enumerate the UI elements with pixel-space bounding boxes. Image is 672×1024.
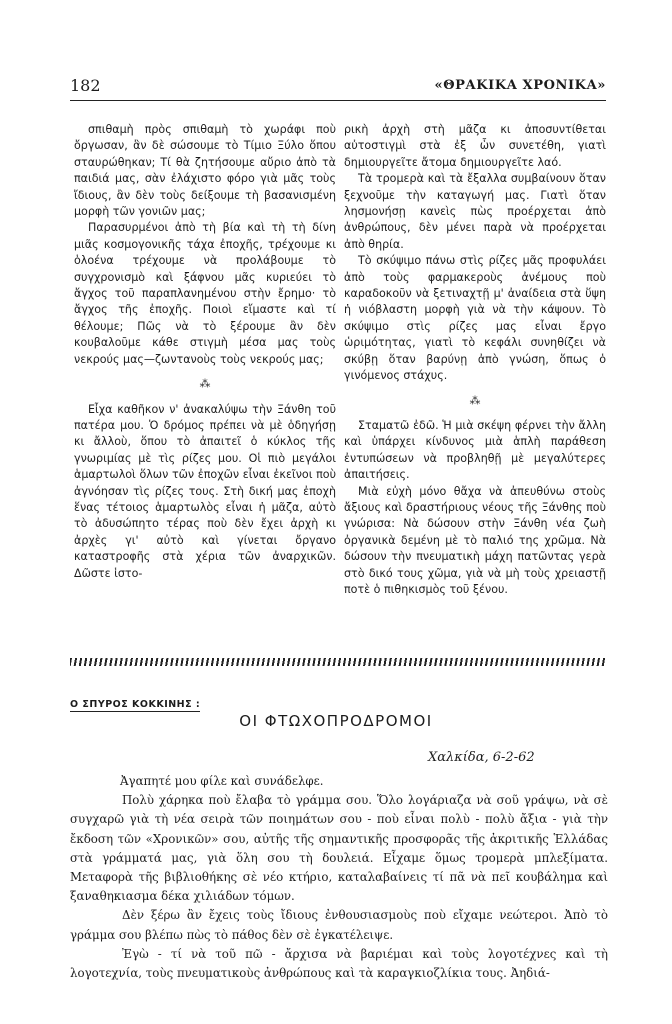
right-paragraph-4: Σταματῶ ἐδῶ. Ἡ μιὰ σκέψη φέρνει τὴν ἄλλη καὶ ὑπάρχει κίνδυνος μιὰ ἁπλὴ παράθεση ἐντυπώσεων νὰ προβληθῇ μὲ μεγαλύτερες ἀπαιτήσεις. [344, 418, 606, 482]
letter-dateline: Χαλκίδα, 6-2-62 [428, 750, 535, 765]
left-paragraph-3: Εἶχα καθῆκον ν' ἀνακαλύψω τὴν Ξάνθη τοῦ πατέρα μου. Ὁ δρόμος πρέπει νὰ μὲ ὁδηγήσῃ κι ἄλλοὺ, ὅπου τὸ ἀπαιτεῖ ὁ κύκλος τῆς γνωριμίας μὲ τὶς ρίζες μου. Οἱ πιὸ μεγάλοι ἁμαρτωλοὶ ὅλων τῶν ἐποχῶν εἶναι ἐκεῖνοι ποὺ ἀγνόησαν τὶς ρίζες τους. Στὴ δική μας ἐποχὴ ἕνας τέτοιος ἁμαρτωλὸς εἶναι ἡ μᾶζα, αὐτὸ τὸ ἀδυσώπητο τέρας ποὺ δὲν ἔχει ἀρχὴ κι ἀρχὲς γι' αὐτὸ καὶ γίνεται ὄργανο καταστροφῆς στὰ χέρια τῶν ἀναρχικῶν. Δῶστε ἱστο- [74, 402, 336, 580]
running-title: «ΘΡΑΚΙΚΑ ΧΡΟΝΙΚΑ» [434, 78, 606, 93]
decorative-divider [70, 658, 606, 666]
page-header [70, 76, 606, 100]
letter-body [70, 772, 608, 983]
letter-salutation: Ἀγαπητέ μου φίλε καὶ συνάδελφε. [120, 774, 324, 788]
article-title: ΟΙ ΦΤΩΧΟΠΡΟΔΡΟΜΟΙ [239, 712, 433, 730]
author-byline: Ο ΣΠΥΡΟΣ ΚΟΚΚΙΝΗΣ : [70, 699, 201, 710]
section-separator-left: ⁂ [199, 377, 211, 391]
page-number: 182 [70, 76, 101, 95]
section-separator-right: ⁂ [469, 393, 481, 407]
left-paragraph-2: Παρασυρμένοι ἀπὸ τὴ βία καὶ τὴ τὴ δίνη μιᾶς κοσμογονικῆς τάχα ἐποχῆς, τρέχουμε κι ὁλοένα τρέχουμε νὰ προλάβουμε τὸ συγχρονισμὸ καὶ ξάφνου μᾶς κυριεύει τὸ ἄγχος τοῦ παραπλανημένου στὴν ἔρημο· τὸ ἄγχος τῆς ἐποχῆς. Ποιοὶ εἴμαστε καὶ τί θέλουμε; Πῶς νὰ τὸ ξέρουμε ἂν δὲν κουβαλοῦμε κάθε στιγμὴ μέσα μας τοὺς νεκρούς μας—ζωντανοὺς τοὺς νεκρούς μας; [74, 221, 336, 366]
right-column [344, 122, 606, 598]
letter-paragraph-2: Δὲν ξέρω ἂν ἔχεις τοὺς ἴδιους ἐνθουσιασμοὺς ποὺ εἴχαμε νεώτεροι. Ἀπὸ τὸ γράμμα σου βλέπω πὼς τὸ πάθος δὲν σὲ ἐγκατέλειψε. [70, 908, 608, 942]
left-column [74, 122, 336, 582]
left-paragraph-1: σπιθαμὴ πρὸς σπιθαμὴ τὸ χωράφι ποὺ ὄργωσαν, ἂν δὲ σώσουμε τὸ Τίμιο Ξύλο ὅπου σταυρώθηκαν; Τί θὰ ζητήσουμε αὔριο ἀπὸ τὰ παιδιά μας, σὰν ἐλάχιστο φόρο γιὰ μᾶς τοὺς ἴδιους, ἂν δὲν τοὺς δείξουμε τὴ βασανισμένη μορφὴ τῶν γονιῶν μας; [74, 123, 336, 219]
right-paragraph-3: Τὸ σκύψιμο πάνω στὶς ρίζες μᾶς προφυλάει ἀπὸ τοὺς φαρμακεροὺς ἀνέμους ποὺ καραδοκοῦν νὰ ξετιναχτῇ μ' ἀναίδεια στὰ ὕψη ἡ νιόβλαστη μορφὴ γιὰ νὰ τὴν κάψουν. Τὸ σκύψιμο στὶς ρίζες μας εἶναι ἔργο ὡριμότητας, γιατὶ τὸ κεφάλι συνηθίζει νὰ σκύβῃ ὅταν βαρύνῃ ἀπὸ γνώση, ὅπως ὁ γινόμενος στάχυς. [344, 254, 606, 383]
right-paragraph-1: ρικὴ ἀρχὴ στὴ μᾶζα κι ἀποσυντίθεται αὐτοστιγμὶ στὰ ἐξ ὧν συνετέθη, γιατὶ δημιουργεῖτε ἄτομα δημιουργεῖτε λαό. [344, 123, 606, 169]
letter-paragraph-3: Ἐγὼ - τί νὰ τοῦ πῶ - ἄρχισα νὰ βαριέμαι καὶ τοὺς λογοτέχνες καὶ τὴ λογοτεχνία, τοὺς πνευματικοὺς ἀνθρώπους καὶ τὰ καραγκιοζλίκια τους. Ἀηδιά- [70, 946, 608, 981]
letter-paragraph-1: Πολὺ χάρηκα ποὺ ἔλαβα τὸ γράμμα σου. Ὅλο λογάριαζα νὰ σοῦ γράψω, νὰ σὲ συγχαρῶ γιὰ τὴ νέα σειρὰ τῶν ποιημάτων σου - ποὺ εἶναι πολὺ - πολὺ ἄξια - γιὰ τὴν ἔκδοση τῶν «Χρονικῶν» σου, αὐτῆς τῆς σημαντικῆς προσφορᾶς τῆς ἀκριτικῆς Ἑλλάδας στὰ γράμματά μας, γιὰ ὅλη σου τὴ δουλειά. Εἶχαμε ὅμως τρομερὰ μπλεξίματα. Μεταφορὰ τῆς βιβλιοθήκης σὲ νέο κτήριο, καταλαβαίνεις τί πᾶ νὰ πεῖ κουβάλημα καὶ ξαναθηκιασμα δέκα χιλιάδων τόμων. [70, 793, 608, 904]
right-paragraph-5: Μιὰ εὐχὴ μόνο θἄχα νὰ ἀπευθύνω στοὺς ἄξιους καὶ δραστήριους νέους τῆς Ξάνθης ποὺ γνώρισα: Νὰ δώσουν στὴν Ξάνθη νέα ζωὴ ὀργανικὰ δεμένη μὲ τὸ παλιό της χρῶμα. Νὰ δώσουν τὴν πνευματικὴ μάχη πατῶντας γερὰ στὸ δικό τους χῶμα, γιὰ νὰ μὴ τοὺς χρειαστῇ ποτὲ ὁ πιθηκισμὸς τοῦ ξένου. [344, 484, 606, 596]
right-paragraph-2: Τὰ τρομερὰ καὶ τὰ ἔξαλλα συμβαίνουν ὅταν ξεχνοῦμε τὴν καταγωγή μας. Γιατὶ ὅταν λησμονήσῃ κανεὶς πὼς προέρχεται ἀπὸ ἀνθρώπους, δὲν μένει παρὰ νὰ προέρχεται ἀπὸ θηρία. [344, 172, 606, 251]
header-rule [70, 100, 606, 101]
